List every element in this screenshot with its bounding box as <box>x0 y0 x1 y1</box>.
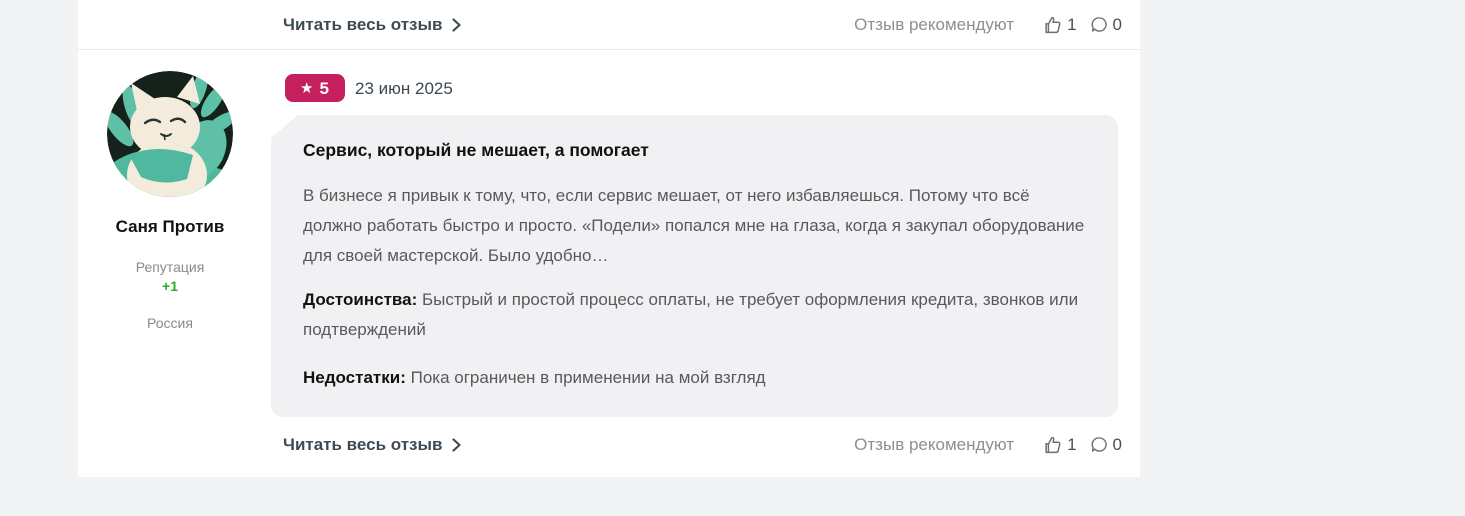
review-pros <box>303 285 1086 345</box>
like-count: 1 <box>1067 434 1077 454</box>
comment-icon <box>1089 434 1110 455</box>
cons-label: Недостатки: <box>303 368 406 387</box>
comment-count: 0 <box>1112 14 1122 34</box>
rating-value: 5 <box>319 78 329 98</box>
read-full-review-label: Читать весь отзыв <box>283 14 443 34</box>
review-title: Сервис, который не мешает, а помогает <box>303 140 649 160</box>
comments-button[interactable] <box>1089 14 1122 35</box>
prev-review-footer <box>78 0 1140 50</box>
reviewer-country: Россия <box>147 315 193 331</box>
thumbs-up-icon <box>1042 14 1064 36</box>
review-body: В бизнесе я привык к тому, что, если сервис мешает, от него избавляешься. Потому что всё должно работать быстро и просто. «Подели» попался мне на глаза, когда я закупал оборудование для своей мастерской. Было удобно… <box>303 186 1085 265</box>
read-full-review-link[interactable] <box>283 435 461 455</box>
like-button[interactable] <box>1042 14 1076 36</box>
star-icon: ★ <box>300 79 314 97</box>
avatar-cat-image <box>107 71 233 197</box>
reputation-value: +1 <box>162 278 178 294</box>
reputation-label: Репутация <box>135 259 205 275</box>
review-cons <box>303 363 1086 393</box>
read-full-review-label: Читать весь отзыв <box>283 434 443 454</box>
recommend-group <box>854 434 1122 456</box>
chevron-right-icon <box>452 438 461 452</box>
comment-count: 0 <box>1112 434 1122 454</box>
rating-badge <box>285 74 345 102</box>
cons-text: Пока ограничен в применении на мой взгляд <box>410 368 766 387</box>
review-bubble <box>271 115 1118 417</box>
reviewer-name[interactable]: Саня Против <box>115 217 225 236</box>
comment-icon <box>1089 14 1110 35</box>
review-date: 23 июн 2025 <box>355 79 453 98</box>
recommend-label: Отзыв рекомендуют <box>854 14 1015 34</box>
review-footer <box>78 412 1140 477</box>
recommend-label: Отзыв рекомендуют <box>854 434 1015 454</box>
like-count: 1 <box>1067 14 1077 34</box>
chevron-right-icon <box>452 18 461 32</box>
read-full-review-link[interactable] <box>283 15 461 35</box>
avatar[interactable] <box>107 71 233 197</box>
thumbs-up-icon <box>1042 434 1064 456</box>
reviews-card <box>78 0 1140 477</box>
comments-button[interactable] <box>1089 434 1122 455</box>
like-button[interactable] <box>1042 434 1076 456</box>
pros-label: Достоинства: <box>303 290 418 309</box>
recommend-group <box>854 14 1122 36</box>
pros-text: Быстрый и простой процесс оплаты, не требует оформления кредита, звонков или подтверждений <box>303 290 1079 339</box>
